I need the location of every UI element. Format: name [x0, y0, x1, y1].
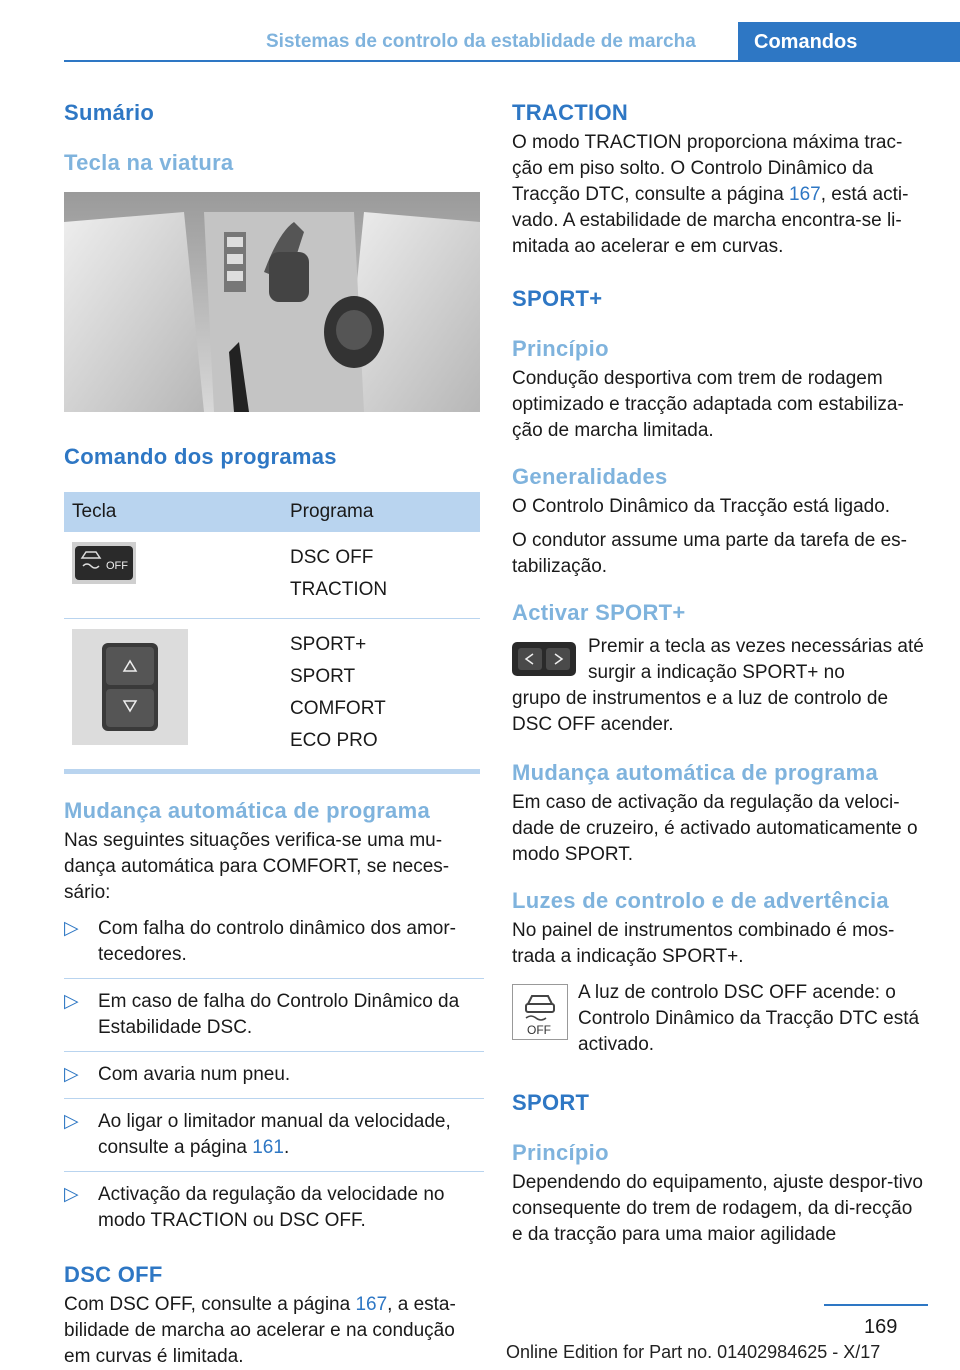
dsc-text-part2: , a esta-bilidade de marcha ao acelerar e na condução em curvas é limitada.: [64, 1294, 456, 1367]
activar-text-a: Premir a tecla as vezes necessárias até surgir a indicação SPORT+ no: [588, 636, 924, 683]
generalidades-text-2: O condutor assume uma parte da tarefa de es-tabilização.: [512, 530, 907, 577]
triangle-bullet-icon: ▷: [64, 1064, 79, 1085]
list-item: [64, 916, 484, 979]
principio2-text: Dependendo do equipamento, ajuste despor-tivo consequente do trem de rodagem, da di-recção e da tracção para uma maior agilidade: [512, 1172, 923, 1245]
mudanca-intro-text: Nas seguintes situações verifica-se uma mu-dança automática para COMFORT, se neces-sário:: [64, 830, 450, 903]
list-item-text: Em caso de falha do Controlo Dinâmico da Estabilidade DSC.: [98, 991, 460, 1038]
luz-block: [512, 980, 928, 1066]
page-number: 169: [864, 1316, 898, 1338]
driving-experience-switch-icon: [72, 629, 188, 745]
dsc-off-indicator-icon: [512, 984, 568, 1040]
table-header-programa: Programa: [282, 492, 480, 532]
list-item-text: Com falha do controlo dinâmico dos amor-tecedores.: [98, 918, 457, 965]
left-column: [64, 100, 484, 1370]
program-name: SPORT+: [290, 634, 367, 655]
program-name: DSC OFF: [290, 547, 374, 568]
heading-sport-plus: SPORT+: [512, 286, 603, 311]
list-item-text: Activação da regulação da velocidade no modo TRACTION ou DSC OFF.: [98, 1184, 445, 1231]
list-item: [64, 1109, 484, 1172]
heading-dsc-off: DSC OFF: [64, 1262, 163, 1287]
list-item: [64, 1182, 484, 1244]
program-name: COMFORT: [290, 698, 386, 719]
programs-table: [64, 492, 480, 770]
heading-traction: TRACTION: [512, 100, 629, 125]
heading-sumario: Sumário: [64, 100, 155, 125]
footer-rule: [824, 1304, 928, 1306]
generalidades-text-1: O Controlo Dinâmico da Tracção está ligado.: [512, 496, 891, 517]
table-end-rule: [64, 770, 480, 774]
triangle-bullet-icon: ▷: [64, 918, 79, 939]
center-console-photo: [64, 192, 480, 412]
header-chapter-tab: Comandos: [738, 22, 960, 62]
dsc-off-button-icon: [72, 542, 136, 584]
list-item: [64, 1062, 484, 1099]
list-item-text: Ao ligar o limitador manual da velocidade, consulte a página: [98, 1111, 451, 1158]
traction-text-part1: O modo TRACTION proporciona máxima trac-ção em piso solto. O Controlo Dinâmico da Tracção DTC, consulte a página: [512, 132, 903, 205]
luz-text: A luz de controlo DSC OFF acende: o Controlo Dinâmico da Tracção DTC está activado.: [578, 982, 920, 1055]
heading-sport: SPORT: [512, 1090, 590, 1115]
page-link-161[interactable]: 161: [252, 1137, 284, 1158]
program-change-list: [64, 916, 484, 1244]
traction-text: [512, 130, 928, 260]
page-footer: [0, 1300, 960, 1362]
principio-text: Condução desportiva com trem de rodagem optimizado e tracção adaptada com estabiliza-ção de marcha limitada.: [512, 368, 904, 441]
table-cell-programs: [282, 619, 480, 770]
header-section-title: Sistemas de controlo da establidade de marcha: [266, 31, 696, 52]
table-cell-programs: [282, 532, 480, 619]
list-item-text-end: .: [283, 1137, 290, 1158]
activar-block: [512, 634, 928, 682]
triangle-bullet-icon: ▷: [64, 991, 79, 1012]
heading-principio: Princípio: [512, 336, 609, 361]
table-header-row: [64, 492, 480, 532]
table-header-tecla: Tecla: [64, 492, 282, 532]
header-rule: [64, 60, 738, 62]
program-name: SPORT: [290, 666, 356, 687]
table-row: [64, 619, 480, 770]
heading-mudanca-automatica: Mudança automática de programa: [64, 798, 430, 823]
dsc-text-part1: Com DSC OFF, consulte a página: [64, 1294, 356, 1315]
dsc-off-indicator-text: OFF: [527, 1023, 551, 1037]
heading-mudanca-automatica-2: Mudança automática de programa: [512, 760, 878, 785]
table-row: [64, 532, 480, 619]
page-link-167[interactable]: 167: [789, 184, 821, 205]
table-cell-key: [64, 532, 282, 619]
edition-text: Online Edition for Part no. 01402984625 - X/17: [506, 1342, 881, 1362]
program-name: ECO PRO: [290, 730, 378, 751]
triangle-bullet-icon: ▷: [64, 1184, 79, 1205]
heading-activar-sport-plus: Activar SPORT+: [512, 600, 686, 625]
heading-comando-dos-programas: Comando dos programas: [64, 444, 337, 469]
dsc-off-icon-text: OFF: [106, 560, 128, 572]
console-photo-illustration: [64, 192, 480, 412]
page-link-167[interactable]: 167: [355, 1294, 388, 1315]
mudanca2-text: Em caso de activação da regulação da veloci-dade de cruzeiro, é activado automaticamente o modo SPORT.: [512, 792, 918, 865]
page-header: [0, 0, 960, 62]
heading-principio-2: Princípio: [512, 1140, 609, 1165]
rocker-switch-icon: [512, 642, 576, 676]
program-name: TRACTION: [290, 579, 388, 600]
table-cell-key: [64, 619, 282, 770]
traction-text-part2: , está acti-vado. A estabilidade de marcha encontra-se li-mitada ao acelerar e em curvas.: [512, 184, 909, 257]
list-item: [64, 989, 484, 1052]
list-item-text: Com avaria num pneu.: [98, 1064, 291, 1085]
heading-tecla-na-viatura: Tecla na viatura: [64, 150, 234, 175]
heading-luzes-controlo: Luzes de controlo e de advertência: [512, 888, 889, 913]
right-column: [512, 100, 928, 1248]
heading-generalidades: Generalidades: [512, 464, 668, 489]
luzes-text: No painel de instrumentos combinado é mos-trada a indicação SPORT+.: [512, 920, 895, 967]
triangle-bullet-icon: ▷: [64, 1111, 79, 1132]
activar-text-b: grupo de instrumentos e a luz de controlo de DSC OFF acender.: [512, 688, 889, 735]
